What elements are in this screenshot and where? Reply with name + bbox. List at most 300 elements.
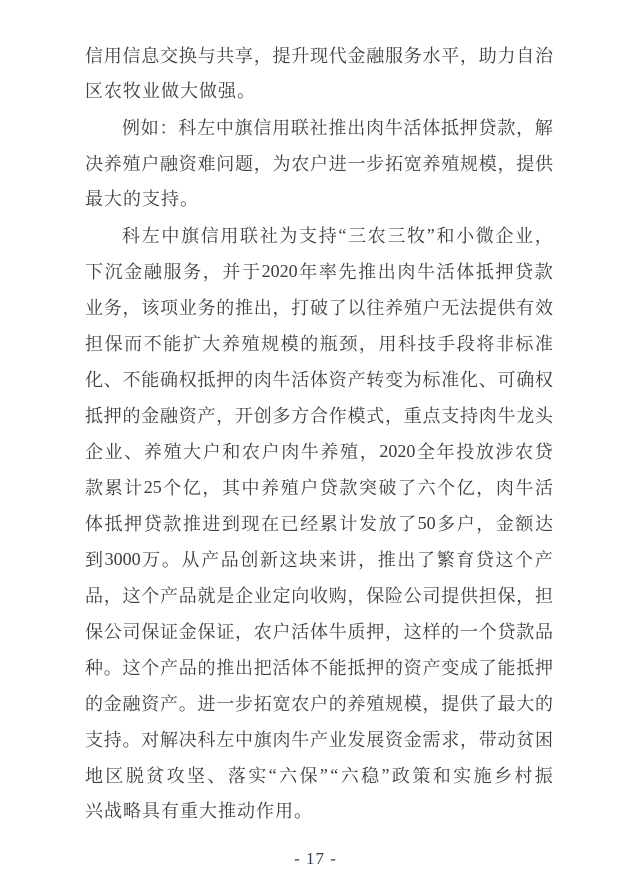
text-token: 破 bbox=[378, 478, 397, 498]
text-token: 产 bbox=[201, 550, 220, 570]
text-token: 个 bbox=[437, 478, 456, 498]
text-token: 品 bbox=[535, 622, 553, 642]
text-token: 抵 bbox=[475, 262, 494, 282]
text-token: 支 bbox=[441, 406, 460, 426]
text-token: 牧 bbox=[407, 226, 426, 246]
text-token: 旗 bbox=[181, 226, 200, 246]
text-token: 肉 bbox=[281, 442, 300, 462]
text-token: 其 bbox=[221, 478, 240, 498]
text-token: 例 bbox=[122, 118, 140, 138]
text-token: 计 bbox=[339, 514, 358, 534]
text-token: 50 bbox=[417, 512, 436, 533]
text-token: 村 bbox=[514, 766, 533, 786]
text-token: 担 bbox=[535, 586, 553, 606]
text-token: 肉 bbox=[478, 406, 497, 426]
text-token: 最 bbox=[497, 694, 516, 714]
text-token: 农 bbox=[291, 154, 310, 174]
text-token: 了 bbox=[478, 658, 497, 678]
text-token: 体 bbox=[456, 262, 475, 282]
text-line bbox=[85, 469, 553, 505]
page-number: - 17 - bbox=[294, 849, 337, 868]
text-token: ， bbox=[497, 154, 516, 174]
text-token: 担 bbox=[478, 586, 497, 606]
text-token: 社 bbox=[259, 226, 278, 246]
text-token: 大 bbox=[202, 334, 221, 354]
text-token: 业 bbox=[253, 586, 272, 606]
text-token: 养 bbox=[221, 334, 240, 354]
text-token: 资 bbox=[178, 406, 197, 426]
text-token: 开 bbox=[235, 406, 253, 426]
text-token: 块 bbox=[299, 550, 318, 570]
text-token: 准 bbox=[441, 370, 460, 390]
text-token: 作 bbox=[328, 406, 347, 426]
text-token: 公 bbox=[403, 586, 422, 606]
text-token: 提 bbox=[516, 154, 535, 174]
text-token: 25 bbox=[143, 476, 162, 497]
text-token: 如 bbox=[140, 118, 159, 138]
text-token: 脱 bbox=[125, 766, 144, 786]
text-token: 就 bbox=[197, 586, 216, 606]
text-token: 押 bbox=[366, 658, 385, 678]
text-token: 该 bbox=[141, 298, 160, 318]
text-token: 殖 bbox=[441, 154, 460, 174]
text-token: 殖 bbox=[340, 442, 359, 462]
text-token: 头 bbox=[535, 406, 553, 426]
text-token: 多 bbox=[437, 514, 456, 534]
text-token: 提 bbox=[272, 46, 291, 66]
text-line bbox=[85, 397, 553, 433]
text-token: 规 bbox=[261, 334, 280, 354]
text-token: 提 bbox=[441, 586, 460, 606]
text-token: 了 bbox=[328, 298, 347, 318]
text-token: 供 bbox=[535, 154, 553, 174]
text-token: 抵 bbox=[104, 514, 123, 534]
text-token: 农 bbox=[242, 442, 260, 462]
text-token: 定 bbox=[272, 586, 291, 606]
text-token: 新 bbox=[260, 550, 278, 570]
text-token: 乡 bbox=[493, 766, 512, 786]
text-token: 累 bbox=[319, 514, 338, 534]
text-line bbox=[85, 109, 553, 145]
text-line bbox=[85, 541, 553, 577]
text-token: 险 bbox=[385, 586, 403, 606]
text-token: 育 bbox=[456, 550, 475, 570]
text-token: 服 bbox=[385, 46, 403, 66]
text-token: 带 bbox=[478, 730, 497, 750]
text-token: 信 bbox=[253, 118, 272, 138]
text-token: 投 bbox=[456, 442, 475, 462]
text-token: 成 bbox=[460, 658, 478, 678]
text-token: 担 bbox=[85, 334, 103, 354]
text-token: 为 bbox=[279, 226, 298, 246]
text-token: 户 bbox=[141, 154, 160, 174]
text-token: 确 bbox=[160, 370, 178, 390]
text-token: 牛 bbox=[417, 262, 435, 282]
text-token: 产 bbox=[347, 370, 366, 390]
text-token: “ bbox=[268, 764, 277, 785]
text-token: 扩 bbox=[182, 334, 201, 354]
text-token: 推 bbox=[328, 118, 347, 138]
text-token: 资 bbox=[141, 694, 160, 714]
text-token: 保 bbox=[299, 766, 318, 786]
text-token: 用 bbox=[272, 118, 291, 138]
text-token: 质 bbox=[347, 622, 366, 642]
text-token: 殖 bbox=[403, 298, 422, 318]
text-token: 自 bbox=[516, 46, 535, 66]
text-token: 联 bbox=[240, 226, 259, 246]
text-token: 变 bbox=[441, 658, 460, 678]
text-token: ， bbox=[235, 622, 253, 642]
text-token: 购 bbox=[328, 586, 347, 606]
text-token: 融 bbox=[160, 406, 178, 426]
text-token: 个 bbox=[141, 586, 160, 606]
text-token: 到 bbox=[85, 550, 103, 570]
text-token: 现 bbox=[310, 46, 328, 66]
text-token: 率 bbox=[318, 262, 337, 282]
text-line: 区农牧业做大做强。 bbox=[85, 81, 256, 101]
text-line bbox=[85, 361, 553, 397]
text-token: 抵 bbox=[441, 118, 460, 138]
text-token: 六 bbox=[417, 478, 436, 498]
text-token: 创 bbox=[240, 550, 259, 570]
text-token: 颈 bbox=[339, 334, 358, 354]
text-token: 产 bbox=[422, 658, 441, 678]
text-token: 下 bbox=[85, 262, 103, 282]
text-token: 殖 bbox=[241, 334, 260, 354]
text-token: 龙 bbox=[516, 406, 535, 426]
text-token: 年 bbox=[299, 262, 318, 282]
text-token: 亿 bbox=[182, 478, 201, 498]
text-token: 农 bbox=[367, 226, 386, 246]
text-token: 2020 bbox=[261, 260, 298, 281]
text-token: 持 bbox=[460, 406, 478, 426]
text-token: 牛 bbox=[272, 370, 291, 390]
text-token: 不 bbox=[310, 658, 328, 678]
text-token: 业 bbox=[85, 298, 103, 318]
text-token: 信 bbox=[200, 226, 219, 246]
text-token: 落 bbox=[227, 766, 246, 786]
text-token: ， bbox=[516, 586, 535, 606]
text-token: 了 bbox=[398, 478, 416, 498]
text-token: 水 bbox=[422, 46, 441, 66]
text-token: 保 bbox=[197, 622, 216, 642]
text-token: 贷 bbox=[319, 478, 338, 498]
text-token: 旗 bbox=[234, 118, 253, 138]
text-token: 问 bbox=[216, 154, 235, 174]
text-token: 将 bbox=[476, 334, 495, 354]
text-token: 资 bbox=[403, 658, 422, 678]
text-token: 效 bbox=[535, 298, 553, 318]
text-token: 牛 bbox=[515, 478, 534, 498]
text-token: 已 bbox=[280, 514, 299, 534]
text-token: 户 bbox=[456, 514, 475, 534]
text-token: 社 bbox=[309, 118, 328, 138]
text-token: 持 bbox=[103, 730, 122, 750]
text-token: 务 bbox=[403, 46, 422, 66]
text-token: 。 bbox=[122, 730, 141, 750]
text-token: 融 bbox=[122, 694, 141, 714]
text-token: 标 bbox=[515, 334, 534, 354]
text-line bbox=[85, 289, 553, 325]
text-token: 权 bbox=[535, 370, 553, 390]
text-token: 繁 bbox=[436, 550, 455, 570]
text-line: 最大的支持。 bbox=[85, 189, 199, 209]
text-token: “ bbox=[330, 764, 339, 785]
text-token: 推 bbox=[235, 298, 253, 318]
text-token: 模 bbox=[403, 694, 422, 714]
text-token: 六 bbox=[279, 766, 298, 786]
text-token: 农 bbox=[515, 442, 534, 462]
text-token: 能 bbox=[328, 658, 347, 678]
text-token: 养 bbox=[347, 694, 366, 714]
text-token: 坚 bbox=[187, 766, 206, 786]
text-token: ， bbox=[359, 442, 378, 462]
text-token: 产 bbox=[310, 730, 328, 750]
text-token: 点 bbox=[422, 406, 441, 426]
text-token: 企 bbox=[495, 226, 514, 246]
text-token: 信 bbox=[122, 46, 141, 66]
text-token: 体 bbox=[422, 118, 441, 138]
text-token: 涉 bbox=[495, 442, 514, 462]
text-token: 产 bbox=[160, 694, 178, 714]
text-token: 牛 bbox=[291, 730, 310, 750]
text-token: 款 bbox=[339, 478, 358, 498]
text-token: 的 bbox=[197, 658, 216, 678]
text-token: 产 bbox=[534, 550, 553, 570]
text-token: 肉 bbox=[495, 478, 514, 498]
text-token: 务 bbox=[197, 298, 216, 318]
text-token: 支 bbox=[299, 226, 318, 246]
text-token: 供 bbox=[460, 694, 478, 714]
text-token: ” bbox=[381, 764, 390, 785]
text-token: 体 bbox=[291, 658, 310, 678]
text-token: ， bbox=[534, 226, 553, 246]
text-token: 体 bbox=[310, 622, 328, 642]
text-token: 创 bbox=[253, 406, 272, 426]
text-token: 贫 bbox=[146, 766, 165, 786]
text-token: 个 bbox=[141, 658, 160, 678]
text-token: ， bbox=[476, 478, 495, 498]
text-token: 企 bbox=[85, 442, 103, 462]
text-token: 了 bbox=[398, 514, 416, 534]
text-token: 产 bbox=[160, 586, 178, 606]
text-token: ， bbox=[460, 730, 478, 750]
text-token: 科 bbox=[122, 226, 140, 246]
text-token: 产 bbox=[197, 406, 216, 426]
text-token: 务 bbox=[183, 262, 202, 282]
text-token: 业 bbox=[328, 730, 347, 750]
text-token: 贷 bbox=[497, 622, 516, 642]
text-token: 出 bbox=[347, 118, 366, 138]
text-token: 放 bbox=[378, 514, 397, 534]
text-token: 户 bbox=[310, 694, 328, 714]
text-token: 而 bbox=[124, 334, 143, 354]
text-token: 与 bbox=[197, 46, 216, 66]
text-token: 为 bbox=[403, 370, 422, 390]
text-token: 供 bbox=[497, 298, 516, 318]
text-token: 地 bbox=[85, 766, 103, 786]
text-token: 出 bbox=[235, 658, 253, 678]
text-token: 在 bbox=[261, 514, 280, 534]
text-token: 现 bbox=[241, 514, 260, 534]
text-token: 用 bbox=[220, 226, 239, 246]
text-token: 联 bbox=[290, 118, 309, 138]
text-token: 和 bbox=[432, 766, 451, 786]
text-token: 资 bbox=[328, 370, 347, 390]
text-token: 贷 bbox=[515, 262, 534, 282]
text-token: 牛 bbox=[384, 118, 403, 138]
text-token: 到 bbox=[221, 514, 240, 534]
text-token: 平 bbox=[441, 46, 460, 66]
text-token: 于 bbox=[242, 262, 260, 282]
text-token: 贫 bbox=[516, 730, 535, 750]
text-token: ， bbox=[476, 514, 495, 534]
text-token: 无 bbox=[441, 298, 460, 318]
text-token: 中 bbox=[235, 730, 253, 750]
text-token: ： bbox=[159, 118, 178, 138]
text-token: 这 bbox=[279, 550, 298, 570]
text-token: 贷 bbox=[478, 118, 497, 138]
text-token: 抵 bbox=[516, 658, 535, 678]
text-line bbox=[85, 757, 553, 793]
text-token: 达 bbox=[534, 514, 553, 534]
text-token: 活 bbox=[291, 622, 310, 642]
text-token: 步 bbox=[366, 154, 385, 174]
text-token: 押 bbox=[124, 514, 143, 534]
text-token: 。 bbox=[178, 694, 197, 714]
text-token: 把 bbox=[253, 658, 272, 678]
text-token: 换 bbox=[178, 46, 197, 66]
text-line bbox=[85, 577, 553, 613]
text-token: 小 bbox=[456, 226, 475, 246]
text-token: 政 bbox=[391, 766, 410, 786]
text-token: 助 bbox=[478, 46, 497, 66]
text-token: 3000 bbox=[104, 548, 141, 569]
text-token: “ bbox=[338, 224, 347, 245]
text-token: 证 bbox=[160, 622, 178, 642]
text-token: 进 bbox=[197, 694, 216, 714]
text-token: 户 bbox=[202, 442, 221, 462]
text-token: 不 bbox=[122, 370, 141, 390]
text-token: 决 bbox=[85, 154, 103, 174]
text-token: 保 bbox=[141, 622, 160, 642]
text-token: 以 bbox=[347, 298, 366, 318]
text-token: 题 bbox=[235, 154, 253, 174]
text-token: 中 bbox=[215, 118, 234, 138]
text-token: 万 bbox=[142, 550, 161, 570]
text-token: 解 bbox=[160, 730, 178, 750]
text-token: 困 bbox=[535, 730, 553, 750]
text-token: 能 bbox=[163, 334, 182, 354]
text-token: 实 bbox=[453, 766, 472, 786]
text-token: 重 bbox=[403, 406, 422, 426]
text-token: 肉 bbox=[365, 118, 384, 138]
text-token: 贷 bbox=[143, 514, 162, 534]
text-token: 规 bbox=[385, 694, 403, 714]
text-token: ， bbox=[253, 154, 272, 174]
text-token: 押 bbox=[366, 622, 385, 642]
text-token: 亿 bbox=[456, 478, 475, 498]
text-token: 押 bbox=[216, 370, 235, 390]
text-token: 2020 bbox=[379, 440, 416, 461]
text-token: 支 bbox=[85, 730, 103, 750]
text-token: 往 bbox=[366, 298, 385, 318]
text-token: 并 bbox=[222, 262, 241, 282]
text-token: 拓 bbox=[253, 694, 272, 714]
text-token: 抵 bbox=[85, 406, 103, 426]
text-line bbox=[85, 433, 553, 469]
text-token: 肉 bbox=[253, 370, 272, 390]
text-token: 一 bbox=[216, 694, 235, 714]
text-token: 推 bbox=[358, 262, 377, 282]
text-token: 模 bbox=[347, 406, 366, 426]
text-token: 金 bbox=[141, 406, 160, 426]
text-token: ， bbox=[385, 406, 403, 426]
text-token: 能 bbox=[141, 370, 160, 390]
text-token: 这 bbox=[122, 586, 141, 606]
text-token: ， bbox=[202, 262, 221, 282]
text-token: 打 bbox=[291, 298, 310, 318]
text-token: 解 bbox=[534, 118, 553, 138]
text-token: 款 bbox=[534, 262, 553, 282]
text-token: 年 bbox=[436, 442, 455, 462]
text-token: 的 bbox=[328, 694, 347, 714]
text-token: 户 bbox=[272, 622, 291, 642]
text-token: 、 bbox=[207, 766, 226, 786]
text-token: 大 bbox=[183, 442, 202, 462]
text-token: 农 bbox=[291, 694, 310, 714]
text-token: 、 bbox=[478, 370, 497, 390]
text-token: 转 bbox=[366, 370, 385, 390]
text-line bbox=[85, 253, 553, 289]
text-token: ， bbox=[347, 586, 366, 606]
text-token: 发 bbox=[347, 730, 366, 750]
text-token: 对 bbox=[141, 730, 160, 750]
text-token: 品 bbox=[85, 586, 103, 606]
text-token: 保 bbox=[366, 586, 385, 606]
text-token: 讲 bbox=[338, 550, 357, 570]
text-token: 代 bbox=[328, 46, 347, 66]
text-token: 升 bbox=[291, 46, 310, 66]
text-token: ， bbox=[385, 622, 403, 642]
text-token: 的 bbox=[85, 694, 103, 714]
text-token: 押 bbox=[535, 658, 553, 678]
text-token: 业 bbox=[515, 226, 534, 246]
text-token: 款 bbox=[85, 478, 103, 498]
text-token: 能 bbox=[497, 658, 516, 678]
text-token: 提 bbox=[441, 694, 460, 714]
text-token: 金 bbox=[495, 514, 514, 534]
text-token: 司 bbox=[422, 586, 441, 606]
text-token: ， bbox=[272, 298, 291, 318]
text-token: 业 bbox=[104, 442, 123, 462]
text-token: 力 bbox=[497, 46, 516, 66]
text-token: 的 bbox=[300, 334, 319, 354]
text-token: 步 bbox=[235, 694, 253, 714]
text-token: 个 bbox=[515, 550, 534, 570]
text-token: 种 bbox=[85, 658, 103, 678]
text-token: 发 bbox=[358, 514, 377, 534]
text-token: 共 bbox=[216, 46, 235, 66]
text-token: 规 bbox=[460, 154, 478, 174]
text-token: 左 bbox=[216, 730, 235, 750]
text-token: 养 bbox=[422, 154, 441, 174]
text-token: ， bbox=[216, 406, 235, 426]
text-token: 了 bbox=[417, 550, 435, 570]
text-token: 殖 bbox=[366, 694, 385, 714]
text-token: 样 bbox=[422, 622, 441, 642]
text-line bbox=[85, 649, 553, 685]
